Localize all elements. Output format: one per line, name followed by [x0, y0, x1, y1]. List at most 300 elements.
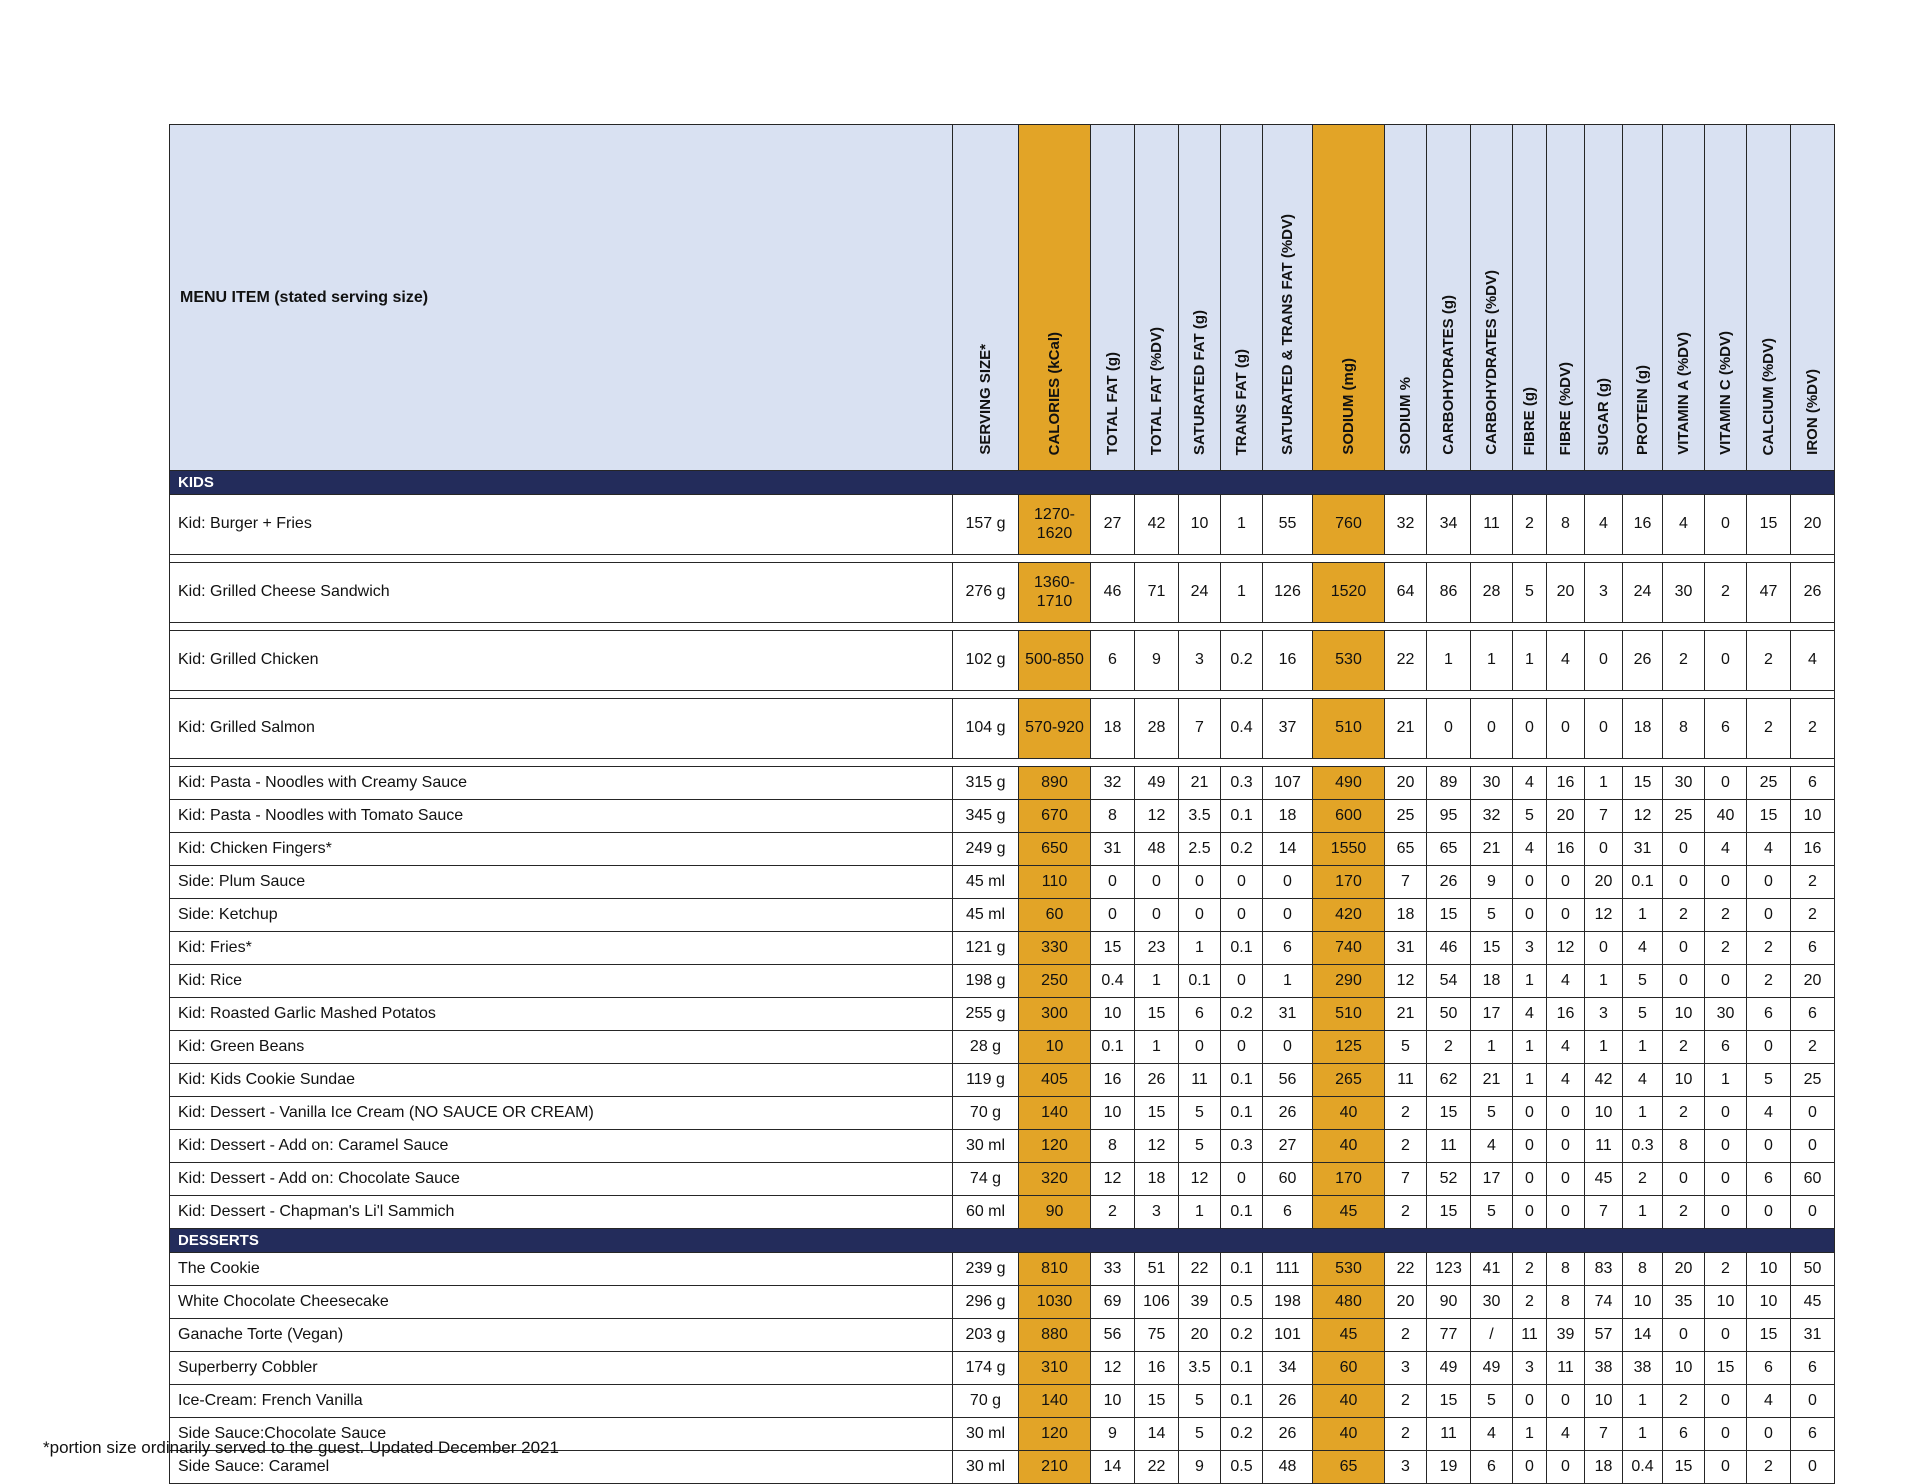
sugar-g-cell: 42: [1585, 1064, 1623, 1097]
sodium-mg-cell: 265: [1313, 1064, 1385, 1097]
serving-size-cell: 249 g: [953, 833, 1019, 866]
trans-fat-g-cell: 0.3: [1221, 767, 1263, 800]
sodium-dv-cell: 7: [1385, 866, 1427, 899]
saturated-fat-g-cell: 5: [1179, 1097, 1221, 1130]
vitamin-c-dv-cell: 0: [1705, 1319, 1747, 1352]
col-header-sat-trans-fat-dv: [1263, 125, 1313, 471]
total-fat-dv-cell: 15: [1135, 1097, 1179, 1130]
carbohydrates-g-cell: 90: [1427, 1286, 1471, 1319]
trans-fat-g-cell: 0.2: [1221, 998, 1263, 1031]
menu-item-cell: Kid: Chicken Fingers*: [170, 833, 953, 866]
carbohydrates-g-cell: 11: [1427, 1418, 1471, 1451]
menu-item-cell: Kid: Dessert - Chapman's Li'l Sammich: [170, 1196, 953, 1229]
total-fat-dv-cell: 18: [1135, 1163, 1179, 1196]
protein-g-cell: 10: [1623, 1286, 1663, 1319]
iron-dv-cell: 4: [1791, 631, 1835, 691]
sodium-dv-cell: 20: [1385, 767, 1427, 800]
col-header-label: SERVING SIZE*: [976, 344, 994, 455]
saturated-fat-g-cell: 1: [1179, 932, 1221, 965]
col-header-vitamin-c-dv: [1705, 125, 1747, 471]
calories-cell: 310: [1019, 1352, 1091, 1385]
col-header-label: CARBOHYDRATES (%DV): [1482, 270, 1500, 455]
saturated-fat-g-cell: 6: [1179, 998, 1221, 1031]
vitamin-a-dv-cell: 15: [1663, 1451, 1705, 1484]
total-fat-dv-cell: 16: [1135, 1352, 1179, 1385]
total-fat-g-cell: 46: [1091, 563, 1135, 623]
col-header-label: VITAMIN A (%DV): [1674, 332, 1692, 455]
fibre-dv-cell: 20: [1547, 800, 1585, 833]
trans-fat-g-cell: 0: [1221, 1163, 1263, 1196]
protein-g-cell: 26: [1623, 631, 1663, 691]
vitamin-c-dv-cell: 2: [1705, 932, 1747, 965]
fibre-dv-cell: 16: [1547, 767, 1585, 800]
calories-cell: 120: [1019, 1418, 1091, 1451]
vitamin-a-dv-cell: 8: [1663, 1130, 1705, 1163]
vitamin-a-dv-cell: 2: [1663, 631, 1705, 691]
menu-item-cell: Ganache Torte (Vegan): [170, 1319, 953, 1352]
sat-trans-fat-dv-cell: 0: [1263, 899, 1313, 932]
carbohydrates-g-cell: 52: [1427, 1163, 1471, 1196]
iron-dv-cell: 2: [1791, 1031, 1835, 1064]
total-fat-dv-cell: 26: [1135, 1064, 1179, 1097]
trans-fat-g-cell: 0: [1221, 1031, 1263, 1064]
trans-fat-g-cell: 0.2: [1221, 1418, 1263, 1451]
row-spacer-cell: [170, 555, 1835, 563]
table-row: [170, 1163, 1835, 1196]
total-fat-dv-cell: 28: [1135, 699, 1179, 759]
total-fat-dv-cell: 12: [1135, 1130, 1179, 1163]
menu-item-cell: Kid: Dessert - Add on: Caramel Sauce: [170, 1130, 953, 1163]
fibre-dv-cell: 0: [1547, 866, 1585, 899]
saturated-fat-g-cell: 2.5: [1179, 833, 1221, 866]
calories-cell: 570-920: [1019, 699, 1091, 759]
total-fat-g-cell: 0.1: [1091, 1031, 1135, 1064]
protein-g-cell: 8: [1623, 1253, 1663, 1286]
section-label: DESSERTS: [170, 1229, 1835, 1253]
sodium-mg-cell: 125: [1313, 1031, 1385, 1064]
sat-trans-fat-dv-cell: 55: [1263, 495, 1313, 555]
table-row: [170, 1385, 1835, 1418]
table-row: [170, 699, 1835, 759]
vitamin-c-dv-cell: 2: [1705, 899, 1747, 932]
vitamin-a-dv-cell: 0: [1663, 932, 1705, 965]
calcium-dv-cell: 6: [1747, 1352, 1791, 1385]
carbohydrates-dv-cell: 41: [1471, 1253, 1513, 1286]
carbohydrates-dv-cell: 4: [1471, 1130, 1513, 1163]
serving-size-cell: 30 ml: [953, 1418, 1019, 1451]
col-header-label: SATURATED & TRANS FAT (%DV): [1278, 214, 1296, 455]
trans-fat-g-cell: 0.4: [1221, 699, 1263, 759]
sodium-mg-cell: 290: [1313, 965, 1385, 998]
fibre-dv-cell: 39: [1547, 1319, 1585, 1352]
carbohydrates-dv-cell: 18: [1471, 965, 1513, 998]
carbohydrates-dv-cell: 28: [1471, 563, 1513, 623]
sodium-dv-cell: 2: [1385, 1130, 1427, 1163]
carbohydrates-dv-cell: 32: [1471, 800, 1513, 833]
sodium-mg-cell: 40: [1313, 1418, 1385, 1451]
calcium-dv-cell: 2: [1747, 631, 1791, 691]
vitamin-a-dv-cell: 2: [1663, 1031, 1705, 1064]
total-fat-g-cell: 15: [1091, 932, 1135, 965]
menu-item-cell: Side: Ketchup: [170, 899, 953, 932]
iron-dv-cell: 2: [1791, 866, 1835, 899]
saturated-fat-g-cell: 21: [1179, 767, 1221, 800]
vitamin-c-dv-cell: 0: [1705, 631, 1747, 691]
sodium-dv-cell: 20: [1385, 1286, 1427, 1319]
total-fat-dv-cell: 75: [1135, 1319, 1179, 1352]
total-fat-dv-cell: 22: [1135, 1451, 1179, 1484]
carbohydrates-dv-cell: 9: [1471, 866, 1513, 899]
carbohydrates-dv-cell: 6: [1471, 1451, 1513, 1484]
sugar-g-cell: 1: [1585, 767, 1623, 800]
carbohydrates-dv-cell: 49: [1471, 1352, 1513, 1385]
sugar-g-cell: 3: [1585, 563, 1623, 623]
fibre-dv-cell: 20: [1547, 563, 1585, 623]
col-header-sugar-g: [1585, 125, 1623, 471]
col-header-label: PROTEIN (g): [1633, 365, 1651, 455]
serving-size-cell: 70 g: [953, 1385, 1019, 1418]
total-fat-dv-cell: 49: [1135, 767, 1179, 800]
serving-size-cell: 45 ml: [953, 899, 1019, 932]
saturated-fat-g-cell: 24: [1179, 563, 1221, 623]
menu-item-cell: Kid: Roasted Garlic Mashed Potatos: [170, 998, 953, 1031]
calories-cell: 405: [1019, 1064, 1091, 1097]
sodium-dv-cell: 64: [1385, 563, 1427, 623]
carbohydrates-dv-cell: 21: [1471, 1064, 1513, 1097]
calories-cell: 500-850: [1019, 631, 1091, 691]
serving-size-cell: 102 g: [953, 631, 1019, 691]
menu-item-cell: Kid: Burger + Fries: [170, 495, 953, 555]
menu-item-cell: Kid: Grilled Chicken: [170, 631, 953, 691]
iron-dv-cell: 6: [1791, 767, 1835, 800]
sugar-g-cell: 83: [1585, 1253, 1623, 1286]
table-row: [170, 1352, 1835, 1385]
iron-dv-cell: 6: [1791, 1352, 1835, 1385]
fibre-dv-cell: 0: [1547, 1163, 1585, 1196]
sat-trans-fat-dv-cell: 26: [1263, 1385, 1313, 1418]
iron-dv-cell: 2: [1791, 699, 1835, 759]
trans-fat-g-cell: 0: [1221, 866, 1263, 899]
fibre-dv-cell: 0: [1547, 1097, 1585, 1130]
table-row: [170, 563, 1835, 623]
vitamin-a-dv-cell: 2: [1663, 899, 1705, 932]
trans-fat-g-cell: 0.1: [1221, 1064, 1263, 1097]
carbohydrates-dv-cell: 21: [1471, 833, 1513, 866]
fibre-g-cell: 3: [1513, 1352, 1547, 1385]
saturated-fat-g-cell: 3: [1179, 631, 1221, 691]
fibre-g-cell: 4: [1513, 767, 1547, 800]
sugar-g-cell: 7: [1585, 800, 1623, 833]
fibre-dv-cell: 0: [1547, 1385, 1585, 1418]
table-row: [170, 767, 1835, 800]
calcium-dv-cell: 6: [1747, 998, 1791, 1031]
sugar-g-cell: 74: [1585, 1286, 1623, 1319]
vitamin-a-dv-cell: 10: [1663, 1064, 1705, 1097]
col-header-label: FIBRE (%DV): [1556, 361, 1574, 455]
section-row-kids: [170, 471, 1835, 495]
protein-g-cell: 4: [1623, 932, 1663, 965]
protein-g-cell: 24: [1623, 563, 1663, 623]
fibre-g-cell: 0: [1513, 1163, 1547, 1196]
table-row: [170, 932, 1835, 965]
calories-cell: 880: [1019, 1319, 1091, 1352]
protein-g-cell: 0.3: [1623, 1130, 1663, 1163]
carbohydrates-dv-cell: 15: [1471, 932, 1513, 965]
col-header-menu-item: [170, 125, 953, 471]
calcium-dv-cell: 4: [1747, 833, 1791, 866]
fibre-g-cell: 4: [1513, 998, 1547, 1031]
iron-dv-cell: 2: [1791, 899, 1835, 932]
carbohydrates-dv-cell: 4: [1471, 1418, 1513, 1451]
calcium-dv-cell: 15: [1747, 495, 1791, 555]
fibre-dv-cell: 4: [1547, 1418, 1585, 1451]
vitamin-a-dv-cell: 4: [1663, 495, 1705, 555]
saturated-fat-g-cell: 11: [1179, 1064, 1221, 1097]
sodium-dv-cell: 21: [1385, 998, 1427, 1031]
trans-fat-g-cell: 0: [1221, 899, 1263, 932]
carbohydrates-g-cell: 49: [1427, 1352, 1471, 1385]
calcium-dv-cell: 2: [1747, 965, 1791, 998]
calcium-dv-cell: 5: [1747, 1064, 1791, 1097]
col-header-label: MENU ITEM (stated serving size): [180, 288, 429, 306]
total-fat-g-cell: 0: [1091, 899, 1135, 932]
saturated-fat-g-cell: 0: [1179, 866, 1221, 899]
saturated-fat-g-cell: 39: [1179, 1286, 1221, 1319]
calories-cell: 110: [1019, 866, 1091, 899]
trans-fat-g-cell: 0.1: [1221, 932, 1263, 965]
menu-item-cell: Ice-Cream: French Vanilla: [170, 1385, 953, 1418]
sugar-g-cell: 0: [1585, 833, 1623, 866]
protein-g-cell: 4: [1623, 1064, 1663, 1097]
col-header-label: CALORIES (kCal): [1045, 331, 1063, 455]
fibre-dv-cell: 16: [1547, 998, 1585, 1031]
vitamin-c-dv-cell: 0: [1705, 1130, 1747, 1163]
carbohydrates-g-cell: 15: [1427, 1097, 1471, 1130]
fibre-dv-cell: 0: [1547, 1196, 1585, 1229]
sodium-dv-cell: 31: [1385, 932, 1427, 965]
calories-cell: 1360-1710: [1019, 563, 1091, 623]
saturated-fat-g-cell: 9: [1179, 1451, 1221, 1484]
vitamin-a-dv-cell: 10: [1663, 1352, 1705, 1385]
carbohydrates-dv-cell: 17: [1471, 998, 1513, 1031]
carbohydrates-g-cell: 62: [1427, 1064, 1471, 1097]
fibre-g-cell: 1: [1513, 1064, 1547, 1097]
calcium-dv-cell: 0: [1747, 899, 1791, 932]
col-header-sodium-dv: [1385, 125, 1427, 471]
vitamin-a-dv-cell: 6: [1663, 1418, 1705, 1451]
iron-dv-cell: 10: [1791, 800, 1835, 833]
total-fat-dv-cell: 9: [1135, 631, 1179, 691]
total-fat-dv-cell: 23: [1135, 932, 1179, 965]
total-fat-g-cell: 27: [1091, 495, 1135, 555]
total-fat-g-cell: 2: [1091, 1196, 1135, 1229]
iron-dv-cell: 0: [1791, 1196, 1835, 1229]
saturated-fat-g-cell: 1: [1179, 1196, 1221, 1229]
table-row: [170, 1319, 1835, 1352]
calories-cell: 10: [1019, 1031, 1091, 1064]
iron-dv-cell: 6: [1791, 932, 1835, 965]
total-fat-g-cell: 12: [1091, 1163, 1135, 1196]
sat-trans-fat-dv-cell: 48: [1263, 1451, 1313, 1484]
serving-size-cell: 119 g: [953, 1064, 1019, 1097]
vitamin-a-dv-cell: 10: [1663, 998, 1705, 1031]
trans-fat-g-cell: 0: [1221, 965, 1263, 998]
vitamin-c-dv-cell: 0: [1705, 1385, 1747, 1418]
sat-trans-fat-dv-cell: 18: [1263, 800, 1313, 833]
trans-fat-g-cell: 1: [1221, 495, 1263, 555]
iron-dv-cell: 26: [1791, 563, 1835, 623]
trans-fat-g-cell: 0.1: [1221, 1097, 1263, 1130]
sugar-g-cell: 45: [1585, 1163, 1623, 1196]
table-row: [170, 1031, 1835, 1064]
calcium-dv-cell: 15: [1747, 1319, 1791, 1352]
carbohydrates-g-cell: 65: [1427, 833, 1471, 866]
fibre-g-cell: 0: [1513, 1097, 1547, 1130]
sodium-mg-cell: 170: [1313, 1163, 1385, 1196]
trans-fat-g-cell: 0.2: [1221, 833, 1263, 866]
calcium-dv-cell: 2: [1747, 699, 1791, 759]
col-header-sodium-mg: [1313, 125, 1385, 471]
sodium-dv-cell: 2: [1385, 1097, 1427, 1130]
calories-cell: 1030: [1019, 1286, 1091, 1319]
vitamin-c-dv-cell: 0: [1705, 1418, 1747, 1451]
calcium-dv-cell: 0: [1747, 1031, 1791, 1064]
total-fat-g-cell: 18: [1091, 699, 1135, 759]
sat-trans-fat-dv-cell: 34: [1263, 1352, 1313, 1385]
fibre-dv-cell: 8: [1547, 1253, 1585, 1286]
fibre-g-cell: 0: [1513, 1385, 1547, 1418]
menu-item-cell: Kid: Grilled Salmon: [170, 699, 953, 759]
total-fat-g-cell: 14: [1091, 1451, 1135, 1484]
col-header-saturated-fat-g: [1179, 125, 1221, 471]
calories-cell: 320: [1019, 1163, 1091, 1196]
sugar-g-cell: 3: [1585, 998, 1623, 1031]
sodium-dv-cell: 3: [1385, 1451, 1427, 1484]
row-spacer: [170, 623, 1835, 631]
col-header-label: SATURATED FAT (g): [1190, 310, 1208, 455]
serving-size-cell: 315 g: [953, 767, 1019, 800]
carbohydrates-dv-cell: 5: [1471, 1196, 1513, 1229]
iron-dv-cell: 6: [1791, 1418, 1835, 1451]
col-header-label: CALCIUM (%DV): [1759, 337, 1777, 455]
vitamin-c-dv-cell: 0: [1705, 965, 1747, 998]
menu-item-cell: Side Sauce:Chocolate Sauce: [170, 1418, 953, 1451]
serving-size-cell: 157 g: [953, 495, 1019, 555]
vitamin-c-dv-cell: 0: [1705, 495, 1747, 555]
protein-g-cell: 1: [1623, 1418, 1663, 1451]
vitamin-c-dv-cell: 1: [1705, 1064, 1747, 1097]
vitamin-a-dv-cell: 2: [1663, 1385, 1705, 1418]
sodium-mg-cell: 40: [1313, 1097, 1385, 1130]
sodium-mg-cell: 420: [1313, 899, 1385, 932]
section-label: KIDS: [170, 471, 1835, 495]
sugar-g-cell: 20: [1585, 866, 1623, 899]
total-fat-g-cell: 8: [1091, 1130, 1135, 1163]
carbohydrates-dv-cell: 30: [1471, 1286, 1513, 1319]
sat-trans-fat-dv-cell: 107: [1263, 767, 1313, 800]
col-header-vitamin-a-dv: [1663, 125, 1705, 471]
calcium-dv-cell: 15: [1747, 800, 1791, 833]
col-header-label: TOTAL FAT (g): [1103, 351, 1121, 455]
col-header-label: SUGAR (g): [1594, 377, 1612, 455]
total-fat-dv-cell: 1: [1135, 965, 1179, 998]
vitamin-c-dv-cell: 0: [1705, 1196, 1747, 1229]
sugar-g-cell: 10: [1585, 1097, 1623, 1130]
vitamin-a-dv-cell: 35: [1663, 1286, 1705, 1319]
sat-trans-fat-dv-cell: 37: [1263, 699, 1313, 759]
fibre-dv-cell: 0: [1547, 1451, 1585, 1484]
row-spacer-cell: [170, 691, 1835, 699]
iron-dv-cell: 20: [1791, 495, 1835, 555]
table-row: [170, 866, 1835, 899]
menu-item-cell: Kid: Pasta - Noodles with Tomato Sauce: [170, 800, 953, 833]
protein-g-cell: 5: [1623, 998, 1663, 1031]
sodium-dv-cell: 21: [1385, 699, 1427, 759]
sat-trans-fat-dv-cell: 27: [1263, 1130, 1313, 1163]
sat-trans-fat-dv-cell: 126: [1263, 563, 1313, 623]
sodium-dv-cell: 2: [1385, 1319, 1427, 1352]
sodium-dv-cell: 32: [1385, 495, 1427, 555]
footnote: *portion size ordinarily served to the guest. Updated December 2021: [43, 1438, 559, 1457]
sodium-dv-cell: 65: [1385, 833, 1427, 866]
fibre-dv-cell: 8: [1547, 1286, 1585, 1319]
calories-cell: 670: [1019, 800, 1091, 833]
sodium-mg-cell: 530: [1313, 1253, 1385, 1286]
menu-item-cell: Kid: Fries*: [170, 932, 953, 965]
total-fat-g-cell: 10: [1091, 1097, 1135, 1130]
calcium-dv-cell: 2: [1747, 1451, 1791, 1484]
protein-g-cell: 0.1: [1623, 866, 1663, 899]
total-fat-g-cell: 0.4: [1091, 965, 1135, 998]
carbohydrates-g-cell: 95: [1427, 800, 1471, 833]
serving-size-cell: 239 g: [953, 1253, 1019, 1286]
sugar-g-cell: 7: [1585, 1196, 1623, 1229]
menu-item-cell: Kid: Green Beans: [170, 1031, 953, 1064]
saturated-fat-g-cell: 5: [1179, 1418, 1221, 1451]
carbohydrates-g-cell: 26: [1427, 866, 1471, 899]
carbohydrates-g-cell: 11: [1427, 1130, 1471, 1163]
menu-item-cell: Kid: Dessert - Add on: Chocolate Sauce: [170, 1163, 953, 1196]
iron-dv-cell: 0: [1791, 1385, 1835, 1418]
protein-g-cell: 15: [1623, 767, 1663, 800]
vitamin-a-dv-cell: 0: [1663, 866, 1705, 899]
calcium-dv-cell: 0: [1747, 866, 1791, 899]
iron-dv-cell: 0: [1791, 1130, 1835, 1163]
fibre-g-cell: 4: [1513, 833, 1547, 866]
col-header-label: SODIUM %: [1396, 377, 1414, 455]
sat-trans-fat-dv-cell: 26: [1263, 1097, 1313, 1130]
saturated-fat-g-cell: 7: [1179, 699, 1221, 759]
vitamin-c-dv-cell: 2: [1705, 1253, 1747, 1286]
calories-cell: 120: [1019, 1130, 1091, 1163]
sodium-mg-cell: 45: [1313, 1319, 1385, 1352]
total-fat-dv-cell: 42: [1135, 495, 1179, 555]
calories-cell: 140: [1019, 1097, 1091, 1130]
protein-g-cell: 12: [1623, 800, 1663, 833]
total-fat-g-cell: 8: [1091, 800, 1135, 833]
protein-g-cell: 2: [1623, 1163, 1663, 1196]
protein-g-cell: 16: [1623, 495, 1663, 555]
sat-trans-fat-dv-cell: 6: [1263, 1196, 1313, 1229]
carbohydrates-g-cell: 19: [1427, 1451, 1471, 1484]
vitamin-a-dv-cell: 0: [1663, 1163, 1705, 1196]
col-header-iron-dv: [1791, 125, 1835, 471]
total-fat-dv-cell: 15: [1135, 998, 1179, 1031]
carbohydrates-g-cell: 15: [1427, 1385, 1471, 1418]
total-fat-dv-cell: 1: [1135, 1031, 1179, 1064]
saturated-fat-g-cell: 3.5: [1179, 1352, 1221, 1385]
calories-cell: 330: [1019, 932, 1091, 965]
